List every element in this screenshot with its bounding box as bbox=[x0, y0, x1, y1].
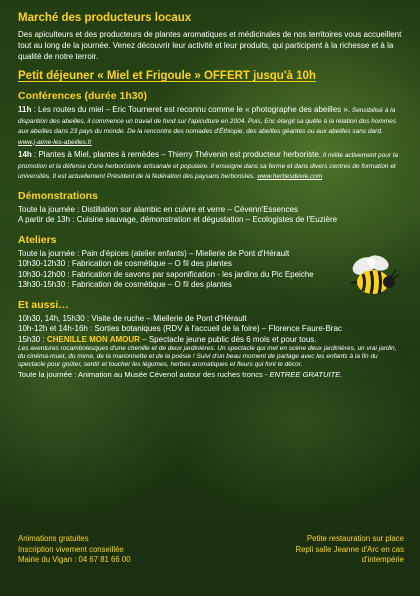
talk-link[interactable]: www.herbesdevie.com bbox=[257, 173, 323, 180]
aussi-line bbox=[18, 370, 404, 381]
talk-description: Sensibilisé à la disparition des abeilles, il commence un travail de fond sur l'apiculture en 2004. Puis, Eric élargit sa quête à la relation des hommes aux abeilles dans 23 pays du monde. De la rencontre des nomades d'Éthiopie, des abeilles géantes ou aux abeilles sans dard. bbox=[18, 107, 397, 135]
show-info: – Spectacle jeune public dès 6 mois et pour tous. bbox=[139, 334, 317, 344]
atelier-line: 13h30-15h30 : Fabrication de cosmétique – O fil des plantes bbox=[18, 280, 232, 289]
conferences-section bbox=[18, 90, 404, 182]
footer-free: Animations gratuites bbox=[18, 534, 89, 543]
atelier-line: 10h30-12h30 : Fabrication de cosmétique – O fil des plantes bbox=[18, 259, 232, 268]
talk-11h bbox=[18, 105, 404, 147]
market-title: Marché des producteurs locaux bbox=[18, 12, 192, 24]
atelier-line: Toute la journée : Pain d'épices (atelier enfants) – Miellerie de Pont d'Hérault bbox=[18, 248, 290, 258]
bee-icon bbox=[346, 252, 400, 304]
show-time: 15h30 : bbox=[18, 334, 47, 344]
footer-right bbox=[295, 534, 404, 566]
talk-title: : Les routes du miel – Eric Tourneret est reconnu comme le « photographe des abeilles ». bbox=[31, 105, 351, 114]
footer-fallback: Repli salle Jeanne d'Arc en cas bbox=[295, 544, 404, 554]
footer-food: Petite restauration sur place bbox=[306, 534, 404, 543]
demonstrations-title: Démonstrations bbox=[18, 189, 98, 202]
talk-14h bbox=[18, 150, 404, 182]
demo-line: A partir de 13h : Cuisine sauvage, démonstration et dégustation – Ecologistes de l'Euzière bbox=[18, 215, 338, 224]
talk-link[interactable]: www.j-aime-les-abeilles.fr bbox=[18, 138, 92, 146]
breakfast-highlight: Petit déjeuner « Miel et Frigoule » OFFERT jusqu'à 10h bbox=[18, 70, 316, 82]
footer-signup: Inscription vivement conseillée bbox=[18, 544, 124, 554]
conferences-title: Conférences (durée 1h30) bbox=[18, 90, 147, 102]
show-title: CHENILLE MON AMOUR bbox=[46, 334, 140, 344]
flyer-content bbox=[18, 12, 404, 380]
talk-description: Il milite activement pour la promotion et la défense d'une herboristerie artisanale et populaire. Il enseigne dans sa ferme et dans divers centres de formation et universités. Il est actuellement Président de la fédération des paysans herboristes. bbox=[18, 152, 398, 180]
demo-line: Toute la journée : Distillation sur alambic en cuivre et verre – Cévenn'Essences bbox=[18, 204, 298, 214]
footer-weather: d'intempérie bbox=[361, 555, 404, 564]
ateliers-title: Ateliers bbox=[18, 233, 57, 246]
museum-text: Toute la journée : Animation au Musée Cévenol autour des ruches troncs - bbox=[18, 369, 270, 379]
aussi-title: Et aussi… bbox=[18, 298, 69, 311]
talk-title: : Plantes à Miel, plantes à remèdes – Thierry Thévenin est producteur herboriste. bbox=[31, 150, 321, 159]
intro-text: Des apiculteurs et des producteurs de plantes aromatiques et médicinales de nos territoires vous accueillent tout au long de la journée. Venez découvrir leur activité et leur produits, qui participent à la richesse et à la qualité de notre terroir. bbox=[18, 30, 402, 61]
footer-phone[interactable]: Mairie du Vigan : 04 67 81 66 00 bbox=[18, 555, 131, 564]
talk-time: 14h bbox=[18, 150, 32, 159]
show-description: Les aventures rocambolesques d'une chenille et de deux jardinières. Un spectacle qui met en scène deux jardinières, un vrai jardin, du cinéma-muet, du mime, de la marionnette et de la poésie ! Suivi d'un beau moment de partage avec les enfants à la fin du spectacle pour goûter, sentir et toucher les légumes, herbes aromatiques et fleurs qui font le décor. bbox=[18, 345, 397, 369]
aussi-show-line bbox=[18, 335, 404, 346]
demonstrations-section bbox=[18, 190, 404, 226]
free-entry: ENTREE GRATUITE. bbox=[269, 369, 343, 379]
aussi-line: 10h30, 14h, 15h30 : Visite de ruche – Miellerie de Pont d'Hérault bbox=[18, 313, 247, 323]
aussi-section bbox=[18, 299, 404, 381]
talk-heading bbox=[18, 105, 404, 147]
atelier-line: 10h30-12h00 : Fabrication de savons par saponification - les jardins du Pic Epeiche bbox=[18, 269, 314, 279]
aussi-line: 10h-12h et 14h-16h : Sorties botaniques (RDV à l'accueil de la foire) – Florence Faure-Brac bbox=[18, 324, 342, 333]
talk-heading bbox=[18, 150, 404, 182]
footer-left bbox=[18, 534, 131, 566]
talk-time: 11h bbox=[18, 105, 32, 114]
